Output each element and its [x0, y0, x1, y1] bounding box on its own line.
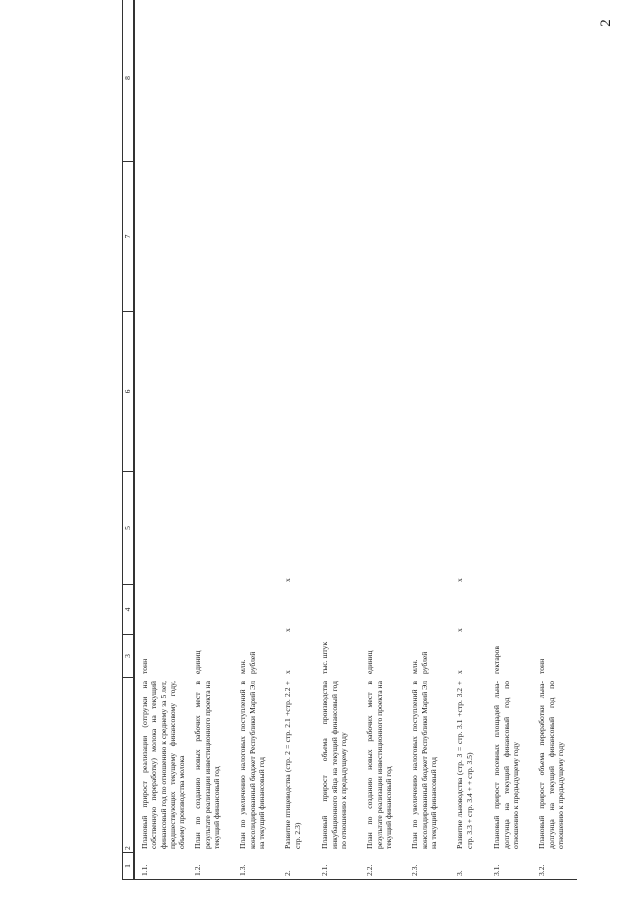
- row-number: 2.2.: [360, 853, 405, 880]
- row-cell-8: [532, 0, 577, 162]
- row-description: Плановый прирост объема переработки льна-долгунца на текущий финансовый год по отношению к предыдущему году: [537, 681, 565, 849]
- row-unit: х: [455, 670, 465, 674]
- row-unit: единиц: [193, 650, 203, 674]
- row-description: План по созданию новых рабочих мест в результате реализации инвестиционного проекта на текущий финансовый год: [365, 681, 393, 849]
- row-unit: млн. рублей: [410, 651, 429, 674]
- row-cell-5: [405, 472, 450, 585]
- row-cell-8: [188, 0, 233, 162]
- column-header: 2: [123, 678, 135, 853]
- row-unit: гектаров: [492, 646, 502, 674]
- row-cell-4: х: [455, 628, 465, 632]
- column-header: 5: [123, 472, 135, 585]
- row-cell-5: [315, 472, 360, 585]
- table-row: [360, 0, 405, 880]
- row-number: 1.3.: [233, 853, 278, 880]
- column-header: 7: [123, 162, 135, 312]
- row-number: 2.1.: [315, 853, 360, 880]
- row-cell-4: [188, 585, 233, 635]
- row-cell-7: [532, 162, 577, 312]
- table-row: [278, 0, 315, 880]
- row-cell-8: [450, 0, 487, 162]
- row-description: План по созданию новых рабочих мест в результате реализации инвестиционного проекта на текущий финансовый год: [193, 681, 221, 849]
- row-cell-5: [233, 472, 278, 585]
- row-description: Развитие льноводства (стр. 3 = стр. 3.1 +стр. 3.2 + стр. 3.3 + стр. 3.4 + + стр. 3.5): [455, 681, 474, 849]
- row-cell-6: [278, 312, 315, 472]
- column-header: 6: [123, 312, 135, 472]
- row-cell-7: [487, 162, 532, 312]
- row-cell-6: [188, 312, 233, 472]
- row-cell-7: [315, 162, 360, 312]
- row-cell-4: [134, 585, 188, 635]
- row-cell-8: [315, 0, 360, 162]
- row-cell-8: [405, 0, 450, 162]
- row-cell-6: [532, 312, 577, 472]
- row-cell-7: [188, 162, 233, 312]
- row-cell-4: [233, 585, 278, 635]
- row-cell-7: [134, 162, 188, 312]
- row-cell-7: [233, 162, 278, 312]
- row-number: 3.2.: [532, 853, 577, 880]
- column-header: 4: [123, 585, 135, 635]
- table-header-row: [123, 0, 135, 880]
- row-cell-4: х: [283, 628, 293, 632]
- row-cell-5: [134, 472, 188, 585]
- row-unit: млн. рублей: [238, 651, 257, 674]
- table-row: [405, 0, 450, 880]
- table-row: [532, 0, 577, 880]
- row-unit: единиц: [365, 650, 375, 674]
- row-unit: х: [283, 670, 293, 674]
- row-cell-6: [450, 312, 487, 472]
- row-description: Плановый прирост посевных площадей льна-долгунца на текущий финансовый год по отношению к предыдущему году: [492, 681, 520, 849]
- row-cell-5: [188, 472, 233, 585]
- row-description: План по увеличению налоговых поступлений в консолидированный бюджет Республики Марий Эл на текущий финансовый год: [410, 681, 438, 849]
- row-cell-7: [450, 162, 487, 312]
- row-description: Плановый прирост реализации (отгрузки на собственную переработку) молока на текущий финансовый год по отношению к среднему за 5 лет, предшествующих текущему финансовому году, объему производства молока: [140, 681, 186, 849]
- row-cell-4: [487, 585, 532, 635]
- row-cell-5: [360, 472, 405, 585]
- row-number: 2.3.: [405, 853, 450, 880]
- column-header: 8: [123, 0, 135, 162]
- landscape-page: [122, 35, 622, 880]
- row-cell-6: [360, 312, 405, 472]
- row-cell-7: [278, 162, 315, 312]
- table-row: [233, 0, 278, 880]
- row-number: 3.: [450, 853, 487, 880]
- indicators-table: [122, 0, 577, 880]
- row-cell-6: [487, 312, 532, 472]
- row-cell-4: [315, 585, 360, 635]
- row-cell-6: [233, 312, 278, 472]
- row-description: План по увеличению налоговых поступлений в консолидированный бюджет Республики Марий Эл на текущий финансовый год: [238, 681, 266, 849]
- row-cell-4: [532, 585, 577, 635]
- row-cell-8: [487, 0, 532, 162]
- table-row: [134, 0, 188, 880]
- page-number: 2: [598, 19, 614, 27]
- table-row: [450, 0, 487, 880]
- row-number: 3.1.: [487, 853, 532, 880]
- row-cell-5: х: [455, 578, 465, 582]
- row-cell-8: [278, 0, 315, 162]
- row-cell-4: [360, 585, 405, 635]
- column-header: 3: [123, 635, 135, 678]
- row-cell-5: х: [283, 578, 293, 582]
- row-description: Развитие птицеводства (стр. 2 = стр. 2.1 +стр. 2.2 + стр. 2.3): [283, 681, 302, 849]
- row-number: 1.1.: [134, 853, 188, 880]
- row-cell-8: [233, 0, 278, 162]
- row-cell-8: [360, 0, 405, 162]
- column-header: 1: [123, 853, 135, 880]
- row-cell-7: [405, 162, 450, 312]
- row-cell-5: [487, 472, 532, 585]
- row-cell-6: [405, 312, 450, 472]
- row-unit: тыс. штук: [320, 641, 330, 674]
- row-description: Плановый прирост объема производства инкубационного яйца на текущий финансовый год по отношению к предыдущему году: [320, 681, 348, 849]
- row-number: 2.: [278, 853, 315, 880]
- table-row: [315, 0, 360, 880]
- row-cell-6: [134, 312, 188, 472]
- table-row: [487, 0, 532, 880]
- row-number: 1.2.: [188, 853, 233, 880]
- row-cell-6: [315, 312, 360, 472]
- row-cell-8: [134, 0, 188, 162]
- row-cell-4: [405, 585, 450, 635]
- row-unit: тонн: [537, 658, 547, 674]
- table-row: [188, 0, 233, 880]
- row-cell-5: [532, 472, 577, 585]
- row-cell-7: [360, 162, 405, 312]
- row-unit: тонн: [140, 658, 149, 674]
